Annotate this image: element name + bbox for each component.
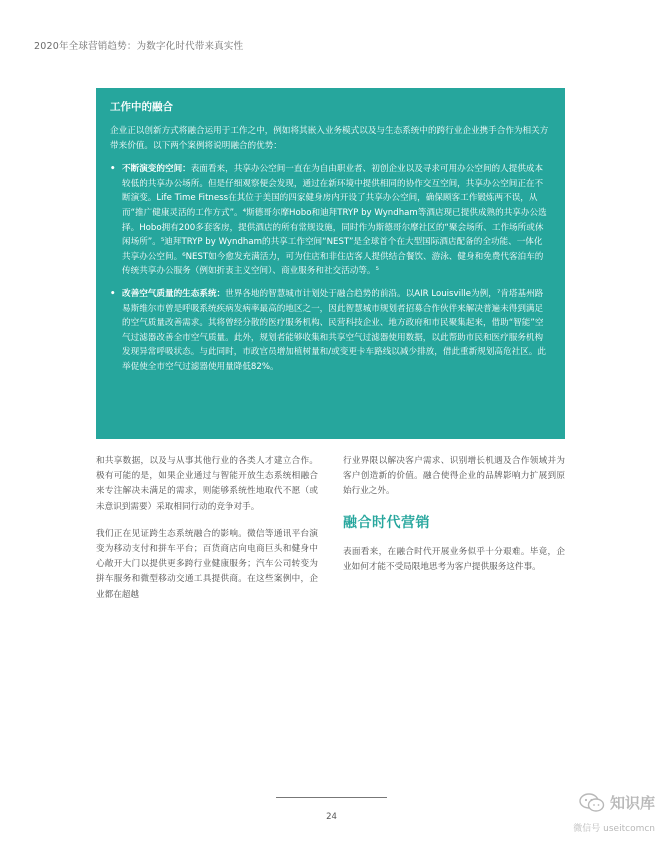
bullet-icon: • [110, 288, 116, 299]
watermark-brand: 知识库 [609, 794, 655, 812]
left-paragraph-1: 和共享数据，以及与从事其他行业的各类人才建立合作。极有可能的是，如果企业通过与智能开放生态系统相融合来专注解决未满足的需求，则能够系统性地取代不愿（或未意识到需要）采取相同行动的竞争对手。 [96, 456, 318, 512]
section-heading: 融合时代营销 [343, 514, 430, 531]
left-column [96, 454, 318, 615]
watermark-wechat-id: 微信号 useitcomcn [573, 824, 655, 834]
running-header: 2020年全球营销趋势：为数字化时代带来真实性 [34, 41, 244, 52]
convergence-at-work-box [96, 88, 565, 439]
case-term: 改善空气质量的生态系统： [122, 288, 226, 299]
page-number: 24 [326, 812, 337, 822]
watermark [543, 792, 655, 834]
case-list [110, 162, 551, 374]
case-text: 世界各地的智慧城市计划处于融合趋势的前沿。以AIR Louisville为例，⁷肯塔基州路易斯维尔市曾是呼吸系统疾病发病率最高的地区之一，因此智慧城市规划者招募合作伙伴来解决普遍未得到满足的空气质量改善需求。其将曾经分散的医疗服务机构、民营科技企业、地方政府和市民聚集起来，借助“智能”空气过滤器改善全市空气质量。此外，规划者能够收集和共享空气过滤器使用数据，以此帮助市民和医疗服务机构发现异常呼吸状态。与此同时，市政官员增加植树量和/或变更卡车路线以减少排放，借此重新规划高危社区。此举促使全市空气过滤器使用量降低82%。 [122, 288, 546, 372]
case-item-coworking [110, 162, 551, 279]
case-term: 不断演变的空间： [122, 164, 191, 175]
bullet-icon: • [110, 164, 116, 175]
footer-rule [276, 797, 387, 798]
box-title: 工作中的融合 [110, 101, 173, 113]
right-paragraph-bottom: 表面看来，在融合时代开展业务似乎十分艰难。毕竟，企业如何才能不受局限地思考为客户提供服务这件事。 [343, 546, 565, 573]
right-paragraph-top: 行业界限以解决客户需求、识别增长机遇及合作领域并为客户创造新的价值。融合使得企业的品牌影响力扩展到原始行业之外。 [343, 456, 565, 497]
case-text: 表面看来，共享办公空间一直在为自由职业者、初创企业以及寻求可用办公空间的人提供成本较低的共享办公场所。但是仔细观察便会发现，通过在新环境中提供相同的协作交互空间，共享办公空间正在不断演变。Life Time Fitness在其位于美国的四家健身房内开设了共享办公空间，确保顾客工作锻炼两不误，从而“推广健康灵活的工作方式”。⁴斯德哥尔摩Hobo和迪拜TRYP by Wyndham等酒店现已提供成熟的共享办公选择。Hobo拥有200多套客房，提供酒店的所有常规设施，同时作为斯德哥尔摩社区的“聚会场所、工作场所或休闲场所”。⁵迪拜TRYP by Wyndham的共享工作空间“NEST”是全球首个在大型国际酒店配备的全功能、一体化共享办公空间。⁶NEST如今愈发充满活力，可为住店和非住店客人提供结合餐饮、游泳、健身和免费代客泊车的传统共享办公服务（例如折衷主义空间）、商业服务和社交活动等。⁵ [122, 164, 547, 277]
right-column [343, 454, 565, 587]
box-intro: 企业正以创新方式将融合运用于工作之中，例如将其嵌入业务模式以及与生态系统中的跨行业企业携手合作为相关方带来价值。以下两个案例将说明融合的优势： [110, 126, 549, 151]
case-item-air-quality [110, 287, 551, 375]
left-paragraph-2: 我们正在见证跨生态系统融合的影响。微信等通讯平台演变为移动支付和拼车平台；百货商店向电商巨头和健身中心敞开大门以提供更多跨行业健康服务；汽车公司转变为拼车服务和微型移动交通工具提供商。在这些案例中，企业都在超越 [96, 528, 318, 600]
wechat-icon [579, 793, 605, 813]
